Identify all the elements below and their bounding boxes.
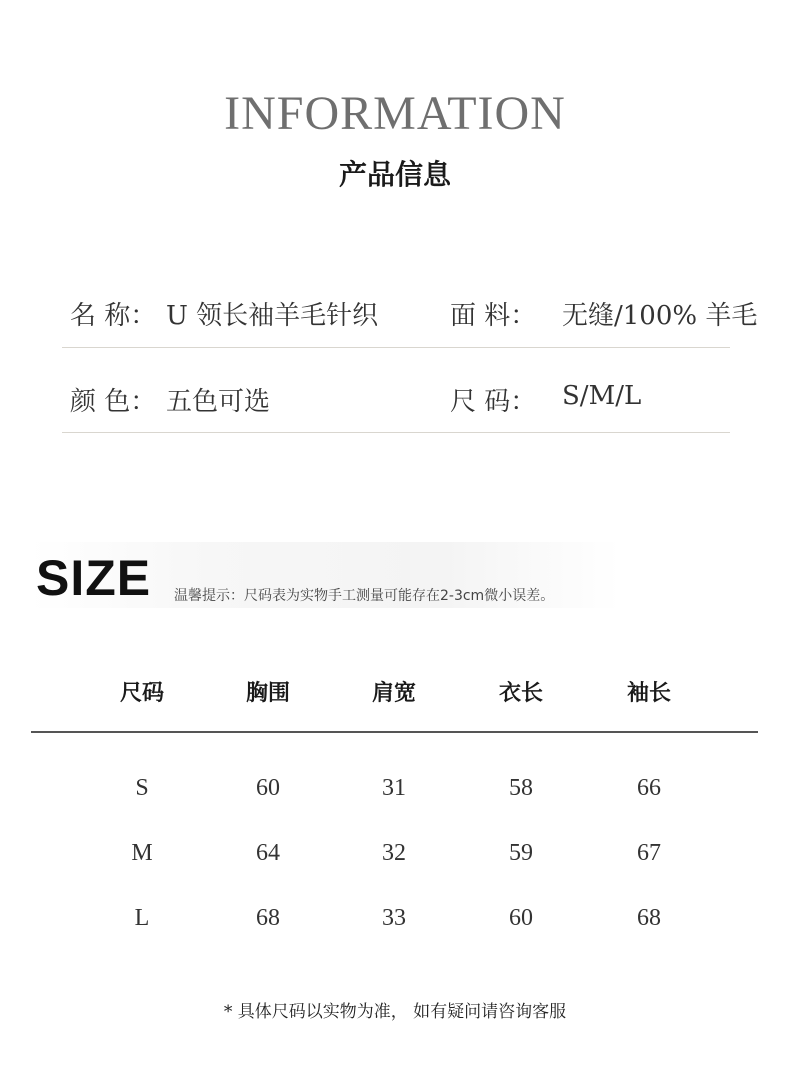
name-value: U 领长袖羊毛针织 <box>166 301 379 331</box>
cell-chest: 68 <box>256 905 280 931</box>
color-label: 颜 色： <box>70 387 157 417</box>
cell-length: 60 <box>509 905 533 931</box>
cell-size: L <box>134 905 150 931</box>
page-subtitle: 产品信息 <box>338 158 451 191</box>
footnote: * 具体尺码以实物为准， 如有疑问请咨询客服 <box>223 1002 567 1022</box>
cell-shoulder: 32 <box>382 840 406 866</box>
table-row <box>0 840 790 880</box>
color-value: 五色可选 <box>166 387 271 417</box>
cell-shoulder: 31 <box>382 775 406 801</box>
table-row <box>0 905 790 945</box>
table-row <box>0 775 790 815</box>
name-label: 名 称： <box>70 301 157 331</box>
cell-sleeve: 68 <box>637 905 661 931</box>
page-title: INFORMATION <box>224 87 566 140</box>
cell-length: 59 <box>509 840 533 866</box>
table-rule <box>31 731 758 733</box>
cell-chest: 64 <box>256 840 280 866</box>
fabric-value: 无缝/100% 羊毛 <box>562 301 758 331</box>
cell-length: 58 <box>509 775 533 801</box>
cell-chest: 60 <box>256 775 280 801</box>
header-length: 衣长 <box>498 681 543 706</box>
size-label: 尺 码： <box>450 387 537 417</box>
cell-size: S <box>135 775 149 801</box>
cell-sleeve: 67 <box>637 840 661 866</box>
header-sleeve: 袖长 <box>626 681 671 706</box>
size-value: S/M/L <box>562 381 642 411</box>
size-heading: SIZE <box>36 550 152 606</box>
header-shoulder: 肩宽 <box>371 681 416 706</box>
info-divider <box>62 347 730 348</box>
info-divider <box>62 432 730 433</box>
info-row-name-fabric <box>62 295 758 339</box>
size-tip: 温馨提示：尺码表为实物手工测量可能存在2-3cm微小误差。 <box>174 588 555 604</box>
cell-size: M <box>131 840 153 866</box>
header-size: 尺码 <box>119 681 164 706</box>
cell-shoulder: 33 <box>382 905 406 931</box>
fabric-label: 面 料： <box>450 301 537 331</box>
info-row-color-size <box>62 381 730 425</box>
cell-sleeve: 66 <box>637 775 661 801</box>
size-table-header <box>0 676 790 716</box>
header-chest: 胸围 <box>245 681 290 706</box>
